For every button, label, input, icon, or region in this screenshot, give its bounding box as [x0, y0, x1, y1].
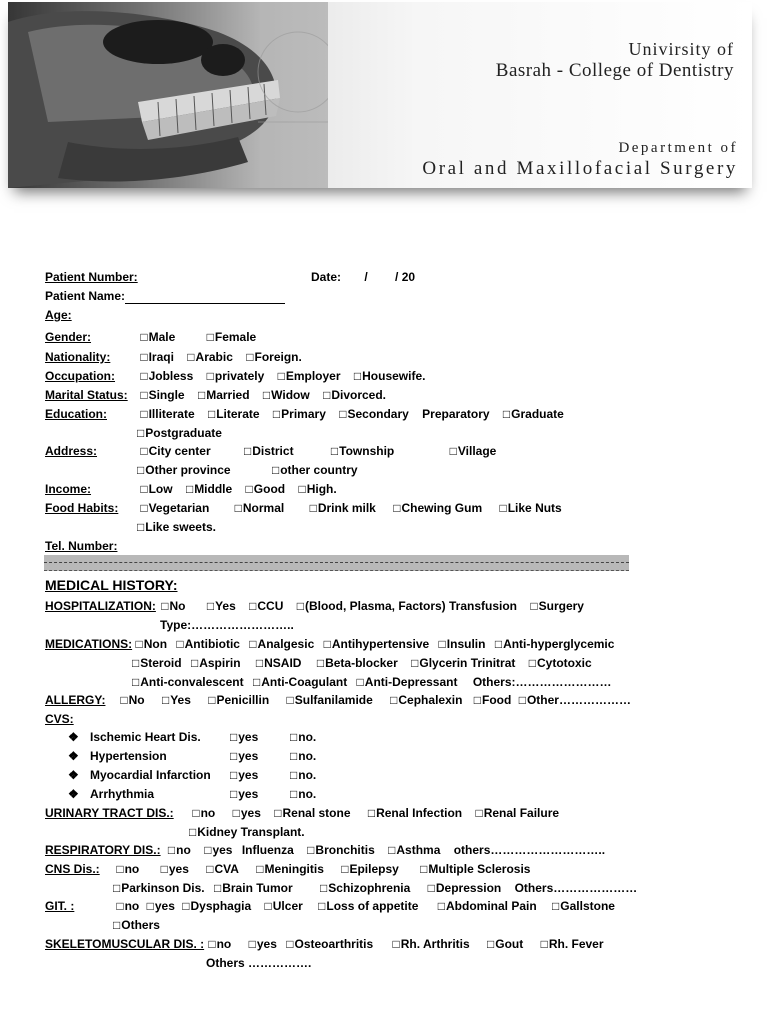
- cvs-item-name: Hypertension: [90, 749, 167, 763]
- respiratory-label: RESPIRATORY DIS.:: [45, 843, 161, 857]
- marital-single-checkbox[interactable]: □ Single: [140, 388, 184, 403]
- cvs-item-name: Myocardial Infarction: [90, 768, 211, 782]
- git-gallstone-checkbox[interactable]: □ Gallstone: [552, 899, 615, 914]
- food-drink-milk-checkbox[interactable]: □ Drink milk: [310, 501, 376, 516]
- med-nsaid-checkbox[interactable]: □ NSAID: [256, 656, 302, 671]
- urinary-kidney-transplant-checkbox[interactable]: □ Kidney Transplant.: [189, 825, 305, 840]
- gender-male-checkbox[interactable]: □ Male: [140, 330, 175, 345]
- allergy-row: [45, 693, 641, 708]
- resp-bronchitis-checkbox[interactable]: □ Bronchitis: [307, 843, 375, 858]
- med-anti-convalescent-checkbox[interactable]: □ Anti-convalescent: [132, 675, 244, 690]
- cvs-item-name: Ischemic Heart Dis.: [90, 730, 201, 744]
- diamond-bullet-icon: ❖: [68, 730, 79, 744]
- cns-brain-tumor-checkbox[interactable]: □ Brain Tumor: [214, 881, 293, 896]
- education-preparatory-option[interactable]: Preparatory: [422, 407, 490, 421]
- cvs-item: [68, 768, 326, 783]
- git-others-checkbox[interactable]: □ Others: [113, 918, 160, 933]
- cvs-no-checkbox[interactable]: □ no.: [290, 787, 316, 802]
- patient-name-line[interactable]: [125, 292, 285, 304]
- gender-label: Gender:: [45, 330, 92, 344]
- cns-schizophrenia-checkbox[interactable]: □ Schizophrenia: [320, 881, 410, 896]
- occupation-housewife-checkbox[interactable]: □ Housewife.: [354, 369, 426, 384]
- cvs-row: [45, 712, 74, 727]
- hosp-ccu-checkbox[interactable]: □ CCU: [249, 599, 283, 614]
- git-abdominal-pain-checkbox[interactable]: □ Abdominal Pain: [438, 899, 537, 914]
- allergy-no-checkbox[interactable]: □ No: [120, 693, 144, 708]
- marital-row: [45, 388, 396, 403]
- urinary-renal-failure-checkbox[interactable]: □ Renal Failure: [475, 806, 559, 821]
- occupation-label: Occupation:: [45, 369, 116, 383]
- med-glycerin-checkbox[interactable]: □ Glycerin Trinitrat: [411, 656, 515, 671]
- medical-history-title: MEDICAL HISTORY:: [45, 577, 178, 593]
- marital-divorced-checkbox[interactable]: □ Divorced.: [323, 388, 386, 403]
- urinary-row: [45, 806, 569, 821]
- patient-number-row: [45, 270, 138, 285]
- med-anti-coagulant-checkbox[interactable]: □ Anti-Coagulant: [253, 675, 347, 690]
- education-literate-checkbox[interactable]: □ Literate: [208, 407, 260, 422]
- skel-gout-checkbox[interactable]: □ Gout: [487, 937, 523, 952]
- medications-row-2: [132, 656, 602, 671]
- skel-no-checkbox[interactable]: □ no: [208, 937, 231, 952]
- skeletomuscular-label: SKELETOMUSCULAR DIS. :: [45, 937, 205, 951]
- med-antihypertensive-checkbox[interactable]: □ Antihypertensive: [324, 637, 430, 652]
- resp-no-checkbox[interactable]: □ no: [168, 843, 191, 858]
- marital-widow-checkbox[interactable]: □ Widow: [263, 388, 310, 403]
- allergy-cephalexin-checkbox[interactable]: □ Cephalexin: [390, 693, 462, 708]
- nationality-arabic-checkbox[interactable]: □ Arabic: [187, 350, 233, 365]
- income-label: Income:: [45, 482, 92, 496]
- cvs-label: CVS:: [45, 712, 74, 726]
- address-district-checkbox[interactable]: □ District: [244, 444, 294, 459]
- marital-label: Marital Status:: [45, 388, 128, 402]
- cns-no-checkbox[interactable]: □ no: [116, 862, 139, 877]
- med-steroid-checkbox[interactable]: □ Steroid: [132, 656, 182, 671]
- income-middle-checkbox[interactable]: □ Middle: [186, 482, 232, 497]
- skeletomuscular-row-2: [206, 956, 311, 971]
- cns-multiple-sclerosis-checkbox[interactable]: □ Multiple Sclerosis: [420, 862, 530, 877]
- food-like-nuts-checkbox[interactable]: □ Like Nuts: [499, 501, 561, 516]
- skel-rh-fever-checkbox[interactable]: □ Rh. Fever: [541, 937, 604, 952]
- occupation-privately-checkbox[interactable]: □ privately: [207, 369, 265, 384]
- cns-row-2: [113, 881, 637, 896]
- tel-row: [45, 539, 117, 554]
- med-cytotoxic-checkbox[interactable]: □ Cytotoxic: [529, 656, 592, 671]
- allergy-sulfanilamide-checkbox[interactable]: □ Sulfanilamide: [287, 693, 373, 708]
- allergy-label: ALLERGY:: [45, 693, 106, 707]
- skeletomuscular-row: [45, 937, 614, 952]
- tel-label: Tel. Number:: [45, 539, 118, 553]
- cvs-item: [68, 787, 326, 802]
- diamond-bullet-icon: ❖: [68, 749, 79, 763]
- education-postgraduate-checkbox[interactable]: □ Postgraduate: [137, 426, 222, 441]
- medications-row-3: [132, 675, 612, 690]
- header-banner: [8, 2, 752, 188]
- address-row: [45, 444, 506, 459]
- med-aspirin-checkbox[interactable]: □ Aspirin: [191, 656, 241, 671]
- cns-others-field[interactable]: Others…………………: [514, 881, 638, 895]
- med-anti-hyperglycemic-checkbox[interactable]: □ Anti-hyperglycemic: [495, 637, 615, 652]
- date-row: [311, 270, 415, 285]
- education-illiterate-checkbox[interactable]: □ Illiterate: [140, 407, 194, 422]
- education-row-2: [137, 426, 232, 441]
- patient-name-row: [45, 289, 285, 304]
- address-label: Address:: [45, 444, 98, 458]
- cvs-no-checkbox[interactable]: □ no.: [290, 749, 316, 764]
- date-slash-2: / 20: [395, 270, 416, 284]
- cns-depression-checkbox[interactable]: □ Depression: [428, 881, 502, 896]
- skel-yes-checkbox[interactable]: □ yes: [249, 937, 277, 952]
- skel-osteoarthritis-checkbox[interactable]: □ Osteoarthritis: [286, 937, 373, 952]
- cns-row: [45, 862, 540, 877]
- git-dysphagia-checkbox[interactable]: □ Dysphagia: [182, 899, 251, 914]
- address-row-2: [137, 463, 368, 478]
- diamond-bullet-icon: ❖: [68, 768, 79, 782]
- food-label: Food Habits:: [45, 501, 119, 515]
- cns-cva-checkbox[interactable]: □ CVA: [206, 862, 239, 877]
- hospitalization-label: HOSPITALIZATION:: [45, 599, 156, 613]
- allergy-penicillin-checkbox[interactable]: □ Penicillin: [208, 693, 269, 708]
- gender-row: [45, 330, 266, 345]
- med-anti-depressant-checkbox[interactable]: □ Anti-Depressant: [357, 675, 458, 690]
- date-label: Date:: [311, 270, 342, 284]
- respiratory-row: [45, 843, 605, 858]
- nationality-row: [45, 350, 312, 365]
- skull-image: [8, 2, 328, 188]
- cvs-yes-checkbox[interactable]: □ yes: [230, 749, 280, 764]
- medications-row: [45, 637, 624, 652]
- education-secondary-checkbox[interactable]: □ Secondary: [339, 407, 409, 422]
- nationality-foreign-checkbox[interactable]: □ Foreign.: [246, 350, 302, 365]
- urinary-row-2: [189, 825, 315, 840]
- hospitalization-row: [45, 599, 594, 614]
- patient-number-label: Patient Number:: [45, 270, 138, 284]
- cvs-no-checkbox[interactable]: □ no.: [290, 768, 316, 783]
- git-no-checkbox[interactable]: □ no: [116, 899, 139, 914]
- age-row: [45, 308, 72, 323]
- department-line-1: Department of: [618, 140, 738, 156]
- allergy-food-checkbox[interactable]: □ Food: [474, 693, 512, 708]
- cns-parkinson-checkbox[interactable]: □ Parkinson Dis.: [113, 881, 205, 896]
- urinary-renal-stone-checkbox[interactable]: □ Renal stone: [274, 806, 350, 821]
- cns-label: CNS Dis.:: [45, 862, 100, 876]
- date-slash-1: /: [364, 270, 368, 284]
- income-low-checkbox[interactable]: □ Low: [140, 482, 172, 497]
- department-line-2: Oral and Maxillofacial Surgery: [422, 158, 738, 179]
- cvs-item-name: Arrhythmia: [90, 787, 155, 801]
- address-other-province-checkbox[interactable]: □ Other province: [137, 463, 231, 478]
- med-insulin-checkbox[interactable]: □ Insulin: [439, 637, 486, 652]
- address-other-country-checkbox[interactable]: □ other country: [272, 463, 358, 478]
- git-ulcer-checkbox[interactable]: □ Ulcer: [265, 899, 303, 914]
- income-row: [45, 482, 347, 497]
- education-graduate-checkbox[interactable]: □ Graduate: [503, 407, 564, 422]
- cvs-yes-checkbox[interactable]: □ yes: [230, 787, 280, 802]
- resp-influenza-option[interactable]: Influenza: [241, 843, 294, 857]
- med-non-checkbox[interactable]: □ Non: [135, 637, 167, 652]
- hosp-type-field[interactable]: Type:……………………..: [160, 618, 294, 632]
- med-analgesic-checkbox[interactable]: □ Analgesic: [249, 637, 314, 652]
- hosp-yes-checkbox[interactable]: □ Yes: [207, 599, 236, 614]
- allergy-other-checkbox[interactable]: □ Other………………: [519, 693, 631, 708]
- hosp-transfusion-checkbox[interactable]: □ (Blood, Plasma, Factors) Transfusion: [297, 599, 517, 614]
- hosp-no-checkbox[interactable]: □ No: [161, 599, 185, 614]
- food-row: [45, 501, 572, 516]
- urinary-label: URINARY TRACT DIS.:: [45, 806, 174, 820]
- food-row-2: [137, 520, 226, 535]
- allergy-yes-checkbox[interactable]: □ Yes: [162, 693, 191, 708]
- git-yes-checkbox[interactable]: □ yes: [147, 899, 175, 914]
- git-label: GIT. :: [45, 899, 75, 913]
- cvs-yes-checkbox[interactable]: □ yes: [230, 730, 280, 745]
- diamond-bullet-icon: ❖: [68, 787, 79, 801]
- med-beta-blocker-checkbox[interactable]: □ Beta-blocker: [317, 656, 398, 671]
- cvs-no-checkbox[interactable]: □ no.: [290, 730, 316, 745]
- occupation-employer-checkbox[interactable]: □ Employer: [278, 369, 341, 384]
- section-divider: [44, 555, 629, 571]
- age-label: Age:: [45, 308, 72, 322]
- resp-others-field[interactable]: others………………………..: [453, 843, 606, 857]
- occupation-row: [45, 369, 435, 384]
- cns-meningitis-checkbox[interactable]: □ Meningitis: [256, 862, 324, 877]
- address-village-checkbox[interactable]: □ Village: [450, 444, 497, 459]
- department-name: [422, 138, 738, 180]
- med-others-field[interactable]: Others:……………………: [472, 675, 612, 689]
- cvs-item: [68, 730, 326, 745]
- address-township-checkbox[interactable]: □ Township: [331, 444, 394, 459]
- gender-female-checkbox[interactable]: □ Female: [207, 330, 257, 345]
- hosp-surgery-checkbox[interactable]: □ Surgery: [530, 599, 584, 614]
- university-line-2: Basrah - College of Dentistry: [495, 60, 734, 81]
- education-row: [45, 407, 574, 422]
- address-city-center-checkbox[interactable]: □ City center: [140, 444, 210, 459]
- food-like-sweets-checkbox[interactable]: □ Like sweets.: [137, 520, 216, 535]
- food-chewing-gum-checkbox[interactable]: □ Chewing Gum: [393, 501, 482, 516]
- patient-name-label: Patient Name:: [45, 289, 126, 303]
- university-name: [496, 38, 734, 82]
- food-vegetarian-checkbox[interactable]: □ Vegetarian: [140, 501, 209, 516]
- university-line-1: Univirsity of: [628, 39, 734, 59]
- git-row-2: [113, 918, 170, 933]
- cns-yes-checkbox[interactable]: □ yes: [161, 862, 189, 877]
- marital-married-checkbox[interactable]: □ Married: [198, 388, 250, 403]
- medications-label: MEDICATIONS:: [45, 637, 133, 651]
- hosp-type-row: [160, 618, 294, 633]
- skel-rh-arthritis-checkbox[interactable]: □ Rh. Arthritis: [393, 937, 470, 952]
- resp-yes-checkbox[interactable]: □ yes: [204, 843, 232, 858]
- urinary-renal-infection-checkbox[interactable]: □ Renal Infection: [368, 806, 462, 821]
- medical-history-title-row: [45, 577, 178, 594]
- education-primary-checkbox[interactable]: □ Primary: [273, 407, 326, 422]
- resp-asthma-checkbox[interactable]: □ Asthma: [388, 843, 440, 858]
- urinary-no-checkbox[interactable]: □ no: [192, 806, 215, 821]
- git-row: [45, 899, 625, 914]
- med-antibiotic-checkbox[interactable]: □ Antibiotic: [176, 637, 240, 652]
- nationality-label: Nationality:: [45, 350, 111, 364]
- occupation-jobless-checkbox[interactable]: □ Jobless: [140, 369, 193, 384]
- food-normal-checkbox[interactable]: □ Normal: [235, 501, 285, 516]
- cvs-yes-checkbox[interactable]: □ yes: [230, 768, 280, 783]
- nationality-iraqi-checkbox[interactable]: □ Iraqi: [140, 350, 174, 365]
- cns-epilepsy-checkbox[interactable]: □ Epilepsy: [341, 862, 399, 877]
- git-loss-of-appetite-checkbox[interactable]: □ Loss of appetite: [318, 899, 418, 914]
- income-good-checkbox[interactable]: □ Good: [246, 482, 286, 497]
- cvs-item: [68, 749, 326, 764]
- income-high-checkbox[interactable]: □ High.: [298, 482, 336, 497]
- skel-others-field[interactable]: Others …………….: [206, 956, 312, 970]
- urinary-yes-checkbox[interactable]: □ yes: [233, 806, 261, 821]
- education-label: Education:: [45, 407, 107, 421]
